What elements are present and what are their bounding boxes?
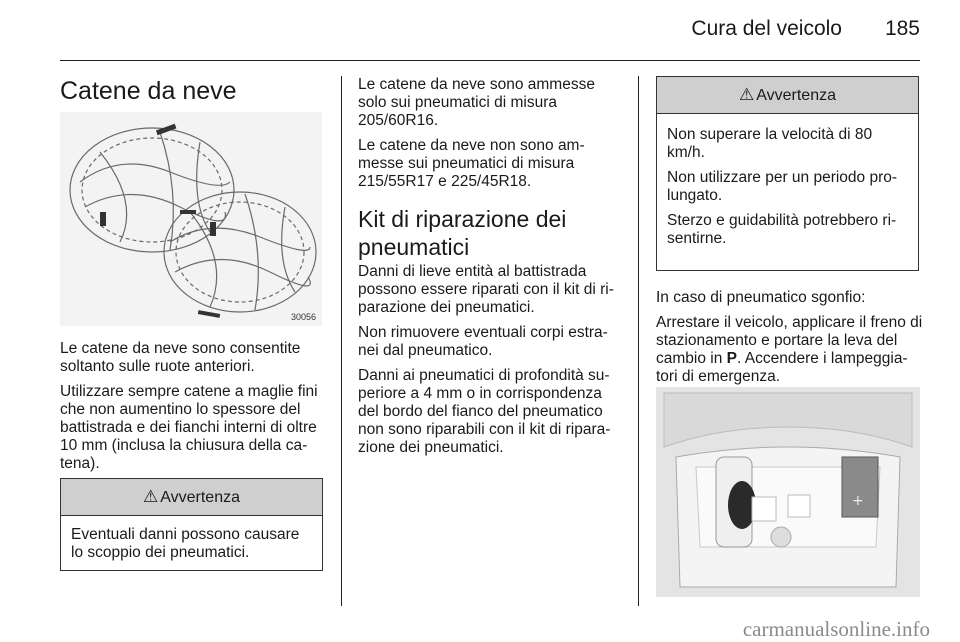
svg-text:+: + [852,493,864,509]
page-header-title: Cura del veicolo [691,17,842,40]
warning-title: Avvertenza [160,489,240,506]
snow-chains-illustration [60,112,322,326]
paragraph: Danni di lieve entità al battistrada possono essere riparati con il kit di ri-parazione dei pneumatici. [358,263,614,316]
paragraph: Danni ai pneumatici di profondità su-periore a 4 mm o in corrispondenza del bordo del fianco del pneumatico non sono riparabili con il kit di ripara-zione dei pneumatici. [358,367,611,456]
warning-body [61,516,322,573]
header-rule [60,60,920,61]
column-divider [341,76,342,606]
paragraph: Utilizzare sempre catene a maglie fini che non aumentino lo spessore del battistrada e dei fianchi interni di oltre 10 mm (inclusa la chiusura della ca-tena). [60,383,318,472]
gear-p: P [726,350,737,367]
snow-chains-text [60,340,326,480]
page-number: 185 [884,17,920,40]
warning-title: Avvertenza [756,87,836,104]
warning-box [656,76,919,271]
snow-chains-drawing [60,112,322,326]
image-code: 30056 [290,312,316,322]
section-title-repair-kit: Kit di riparazione dei pneumatici [358,206,567,260]
trunk-drawing [656,387,920,597]
paragraph: Le catene da neve non sono am-messe sui pneumatici di misura 215/55R17 e 225/45R18. [358,137,585,190]
paragraph: In caso di pneumatico sgonfio: [656,289,866,306]
watermark: carmanualsonline.info [742,617,930,641]
warning-icon: ⚠ [143,487,159,506]
warning-body [657,114,918,259]
warning-icon: ⚠ [739,85,755,104]
warning-box [60,478,323,571]
paragraph: Le catene da neve sono ammesse solo sui pneumatici di misura 205/60R16. [358,76,595,129]
warning-text: Non superare la velocità di 80 km/h. [667,126,873,161]
paragraph: Le catene da neve sono consentite soltanto sulle ruote anteriori. [60,340,301,375]
warning-text: Sterzo e guidabilità potrebbero ri-sentirne. [667,212,897,247]
warning-header [61,479,322,516]
section-title-snow-chains: Catene da neve [60,77,237,105]
column-divider [638,76,639,606]
paragraph: Non rimuovere eventuali corpi estra-nei dal pneumatico. [358,324,608,359]
column-2 [358,76,624,464]
warning-text: Non utilizzare per un periodo pro-lungato. [667,169,898,204]
warning-text: Eventuali danni possono causare lo scoppio dei pneumatici. [71,526,300,561]
warning-header [657,77,918,114]
paragraph: Arrestare il veicolo, applicare il freno di stazionamento e portare la leva del cambio in P. Accendere i lampeggia-tori di emergenza. [656,314,923,385]
trunk-repair-kit-photo [656,387,920,597]
